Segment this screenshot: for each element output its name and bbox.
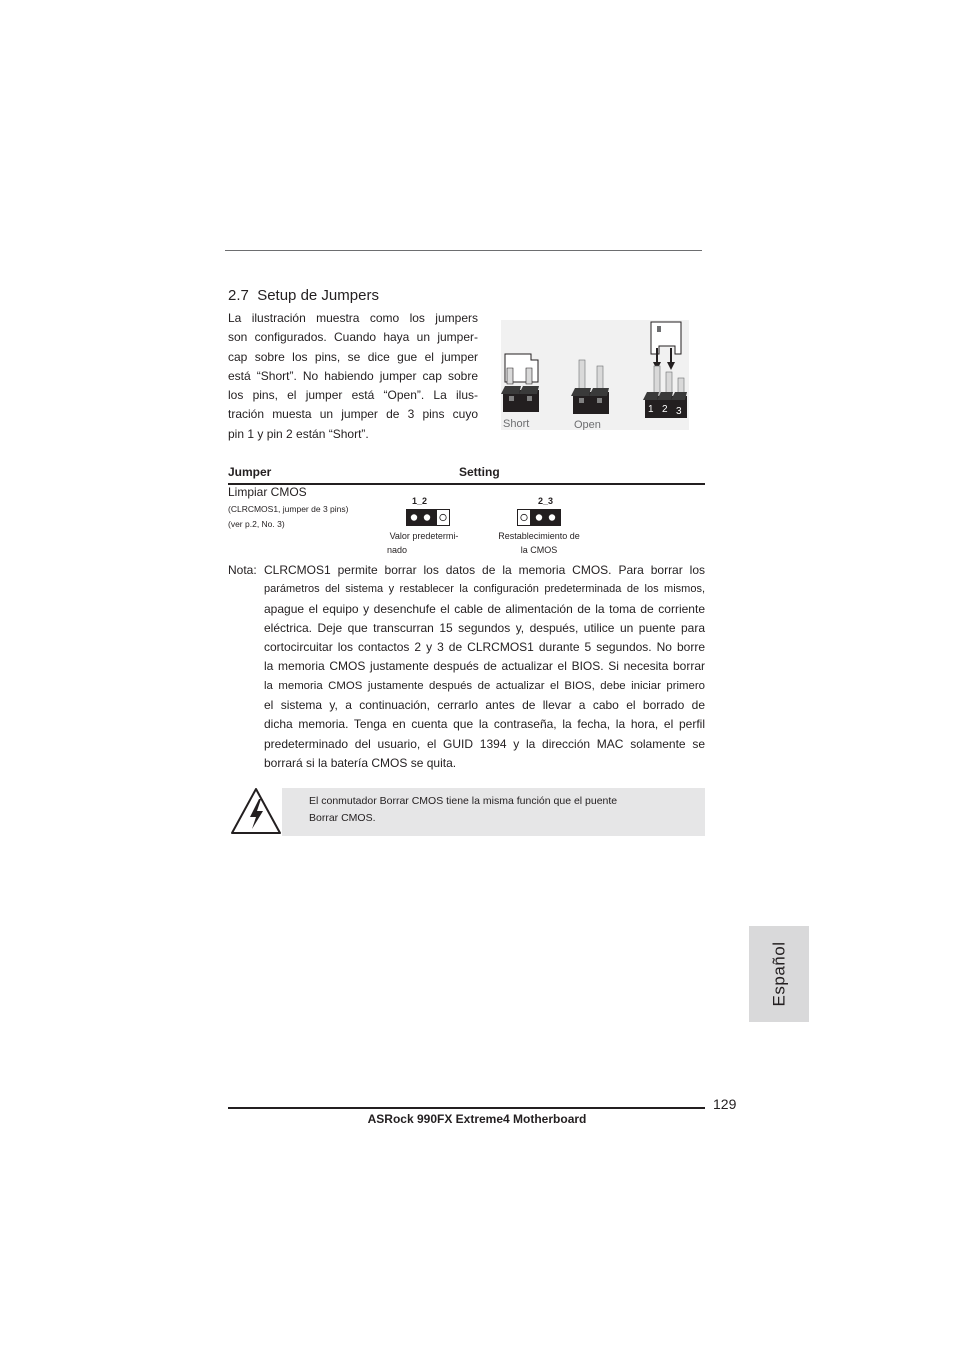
setting-b-caption-line: la CMOS: [520, 545, 558, 555]
pin-number-3: 3: [676, 406, 682, 417]
warning-text: [309, 793, 617, 827]
nota-line: borrará si la batería CMOS se quita.: [264, 755, 457, 770]
setting-a-pins: 1_2: [412, 496, 428, 506]
intro-line: está “Short”. No habiendo jumper cap sobre: [228, 368, 478, 383]
nota-line: eléctrica. Deje que transcurran 15 segundos y, después, utilice un puente para: [264, 620, 705, 635]
nota-label: Nota:: [228, 563, 257, 577]
setting-a-caption-line: nado: [387, 545, 408, 555]
intro-line: cap sobre los pins, se dice gue el jumper: [228, 349, 478, 364]
setting-b-caption-line: Restablecimiento de: [498, 531, 580, 541]
jumper-id: (CLRCMOS1, jumper de 3 pins): [228, 504, 349, 514]
nota-line: parámetros del sistema y restablecer la configuración predeterminada de los mismos,: [264, 583, 705, 596]
pin-number-2: 2: [662, 404, 668, 415]
warning-line: El conmutador Borrar CMOS tiene la misma función que el puente: [309, 795, 618, 807]
top-rule: [225, 250, 702, 251]
setting-b-jumper-icon: [517, 509, 561, 531]
intro-line: tración muesta un jumper de 3 pins cuyo: [228, 407, 478, 422]
nota-line: la memoria CMOS justamente después de actualizar el BIOS. Si necesita borrar: [264, 659, 705, 674]
footer-title: ASRock 990FX Extreme4 Motherboard: [367, 1112, 587, 1126]
language-tab-label-wrap: [749, 926, 809, 1022]
section-number: 2.7: [228, 287, 249, 304]
setting-a-jumper-icon: [406, 509, 450, 531]
intro-line: La ilustración muestra como los jumpers: [228, 311, 478, 325]
page-number: 129: [713, 1096, 737, 1112]
setting-a-caption-line: Valor predetermi-: [389, 531, 459, 541]
jumper-illustration: [501, 320, 689, 430]
short-label: Short: [503, 418, 530, 430]
warning-icon: [230, 787, 282, 840]
language-tab-label: Español: [769, 941, 788, 1007]
setting-a-caption: [378, 529, 470, 557]
open-jumper-figure: [571, 360, 609, 414]
nota-line: la memoria CMOS justamente después de actualizar el BIOS, debe iniciar primero: [264, 679, 705, 692]
nota-line: predeterminado del usuario, el GUID 1394 y la dirección MAC solamente se: [264, 736, 705, 751]
nota-paragraph: [264, 561, 705, 773]
footer-rule: [228, 1107, 705, 1109]
section-heading: [228, 287, 379, 304]
warning-line: Borrar CMOS.: [309, 812, 376, 824]
intro-line: los pins, el jumper está “Open”. La ilus-: [228, 388, 478, 403]
setting-b-caption: [488, 529, 590, 557]
intro-line: pin 1 y pin 2 están “Short”.: [228, 426, 369, 441]
intro-line: son configurados. Cuando haya un jumper-: [228, 330, 478, 345]
nota-line: apague el equipo y desenchufe el cable de alimentación de la toma de corriente: [264, 601, 705, 616]
jumper-reference: (ver p.2, No. 3): [228, 519, 285, 529]
jumper-illustration-svg: [501, 320, 689, 430]
intro-paragraph: [228, 309, 478, 444]
section-title: Setup de Jumpers: [257, 287, 379, 304]
table-header-jumper: Jumper: [228, 465, 272, 479]
nota-line: cortocircuitar los contactos 2 y 3 de CLRCMOS1 durante 5 segundos. No borre: [264, 640, 705, 655]
nota-line: el sistema y, a continuación, cerrarlo antes de llevar a cabo el borrado de: [264, 698, 705, 713]
nota-line: dicha memoria. Tenga en cuenta que la contraseña, la fecha, la hora, el perfil: [264, 717, 705, 732]
pin-number-1: 1: [648, 404, 654, 415]
jumper-name: Limpiar CMOS: [228, 485, 307, 499]
setting-b-pins: 2_3: [538, 496, 554, 506]
nota-line: CLRCMOS1 permite borrar los datos de la memoria CMOS. Para borrar los: [264, 563, 705, 577]
table-header-setting: Setting: [459, 465, 500, 479]
short-jumper-figure: [501, 354, 539, 412]
open-label: Open: [574, 419, 601, 430]
